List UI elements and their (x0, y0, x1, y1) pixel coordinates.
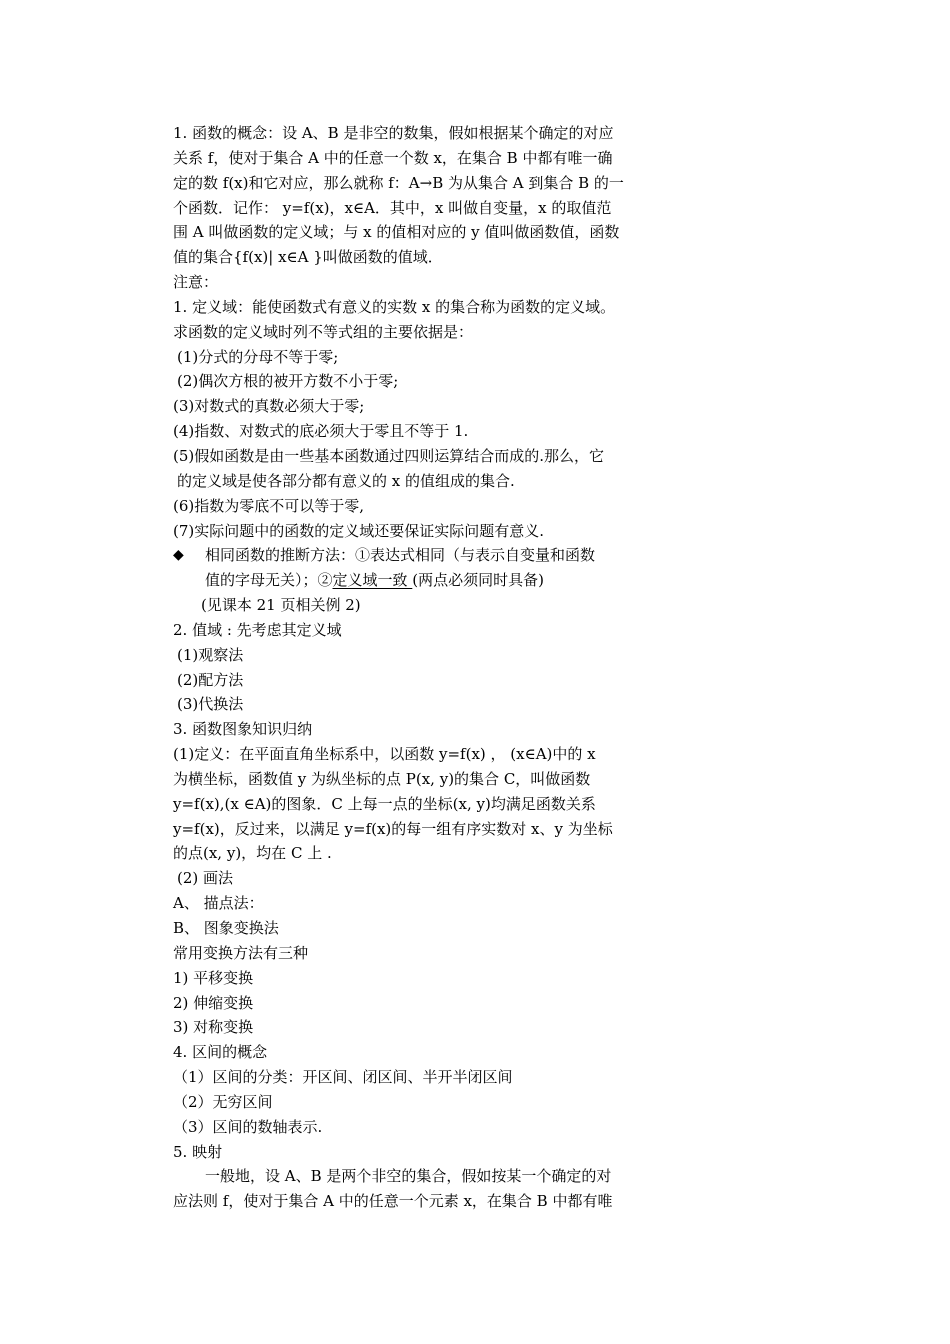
text-line: 围 A 叫做函数的定义域；与 x 的值相对应的 y 值叫做函数值，函数 (173, 223, 620, 242)
text-line: 注意： (173, 273, 219, 292)
diamond-bullet-icon: ◆ (173, 547, 184, 564)
text-line: 1. 定义域：能使函数式有意义的实数 x 的集合称为函数的定义域。 (173, 297, 616, 316)
text-line: y=f(x),(x ∈A)的图象．C 上每一点的坐标(x, y)均满足函数关系 (173, 794, 596, 813)
text-line: 的点(x, y)，均在 C 上 . (173, 844, 332, 863)
list-item: 3) 对称变换 (173, 1018, 254, 1037)
list-item: (7)实际问题中的函数的定义域还要保证实际问题有意义. (173, 521, 545, 540)
section-heading: 4. 区间的概念 (173, 1043, 268, 1062)
document-body (173, 121, 661, 1214)
list-item: 2) 伸缩变换 (173, 993, 254, 1012)
list-item: 1) 平移变换 (173, 968, 254, 987)
bullet-text: (两点必须同时具备) (412, 571, 545, 590)
text-line: 关系 f，使对于集合 A 中的任意一个数 x，在集合 B 中都有唯一确 (173, 148, 613, 167)
text-line: 定的数 f(x)和它对应，那么就称 f：A→B 为从集合 A 到集合 B 的一 (173, 173, 624, 192)
text-line: 1. 函数的概念：设 A、B 是非空的数集，假如根据某个确定的对应 (173, 124, 614, 142)
bullet-continuation (173, 568, 661, 593)
list-item: （3）区间的数轴表示. (173, 1117, 323, 1136)
list-item: 的定义域是使各部分都有意义的 x 的值组成的集合. (177, 471, 515, 490)
bullet-item (173, 543, 661, 568)
underlined-text: 定义域一致 (332, 571, 413, 590)
list-item: (2) 画法 (177, 869, 234, 888)
text-line: 常用变换方法有三种 (173, 943, 309, 962)
text-line: 应法则 f，使对于集合 A 中的任意一个元素 x，在集合 B 中都有唯 (173, 1192, 613, 1211)
list-item: (3)对数式的真数必须大于零; (173, 397, 365, 416)
text-line: 值的集合{f(x)| x∈A }叫做函数的值域． (173, 248, 443, 267)
text-line: 为横坐标，函数值 y 为纵坐标的点 P(x, y)的集合 C，叫做函数 (173, 769, 591, 788)
list-item: (5)假如函数是由一些基本函数通过四则运算结合而成的.那么，它 (173, 446, 605, 465)
text-line: 一般地，设 A、B 是两个非空的集合，假如按某一个确定的对 (205, 1167, 612, 1186)
list-item: (1)观察法 (177, 645, 244, 664)
text-line: y=f(x)，反过来，以满足 y=f(x)的每一组有序实数对 x、y 为坐标 (173, 819, 613, 838)
section-heading: 2. 值域 : 先考虑其定义域 (173, 620, 342, 639)
list-item: （2）无穷区间 (173, 1092, 273, 1111)
list-item: (3)代换法 (177, 695, 244, 714)
list-item: B、 图象变换法 (173, 919, 279, 937)
bullet-note: (见课本 21 页相关例 2) (201, 596, 361, 615)
bullet-text: 值的字母无关）；② (205, 571, 333, 590)
text-line: 个函数．记作： y=f(x)，x∈A．其中，x 叫做自变量，x 的取值范 (173, 198, 612, 217)
bullet-text: 相同函数的推断方法：①表达式相同（与表示自变量和函数 (205, 546, 596, 565)
section-heading: 5. 映射 (173, 1142, 223, 1161)
list-item: (6)指数为零底不可以等于零, (173, 496, 365, 515)
text-line: 求函数的定义域时列不等式组的主要依据是： (173, 322, 474, 341)
list-item: (2)配方法 (177, 670, 244, 689)
section-heading: 3. 函数图象知识归纳 (173, 720, 313, 739)
list-item: A、 描点法： (173, 894, 264, 913)
list-item: （1）区间的分类：开区间、闭区间、半开半闭区间 (173, 1068, 513, 1087)
list-item: (1)分式的分母不等于零; (177, 347, 339, 366)
list-item: (2)偶次方根的被开方数不小于零; (177, 372, 399, 391)
text-line: (1)定义：在平面直角坐标系中，以函数 y=f(x) ， (x∈A)中的 x (173, 745, 596, 764)
list-item: (4)指数、对数式的底必须大于零且不等于 1. (173, 422, 469, 441)
